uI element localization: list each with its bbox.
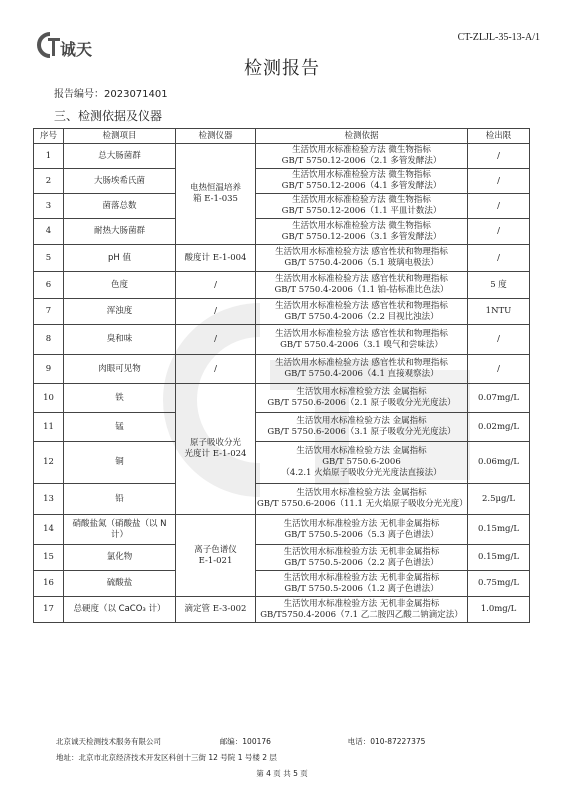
row-number: 4 xyxy=(34,219,64,245)
test-basis xyxy=(256,194,468,219)
basis-line: GB/T 5750.5-2006（5.3 离子色谱法） xyxy=(284,529,439,540)
basis-line: GB/T 5750.6-2006 xyxy=(322,457,401,467)
table-row xyxy=(34,515,530,545)
detection-limit: 0.15mg/L xyxy=(468,545,530,571)
basis-line: 生活饮用水标准检验方法 感官性状和物理指标 xyxy=(275,300,448,311)
basis-line: GB/T 5750.12-2006（2.1 多管发酵法） xyxy=(281,156,442,166)
table-row xyxy=(34,413,530,442)
basis-line: （4.2.1 火焰原子吸收分光光度法直接法） xyxy=(281,468,442,478)
logo-text: 诚天 xyxy=(60,40,93,59)
detection-limit: / xyxy=(468,219,530,245)
table-row xyxy=(34,272,530,299)
basis-line: 生活饮用水标准检验方法 微生物指标 xyxy=(292,145,431,155)
phone: 电话：010-87227375 xyxy=(347,737,426,746)
detection-limit: / xyxy=(468,169,530,194)
instrument-cell: / xyxy=(176,325,256,355)
row-number: 14 xyxy=(34,515,64,545)
column-header: 检出限 xyxy=(468,129,530,144)
page-number: 第 4 页 共 5 页 xyxy=(256,769,308,778)
basis-line: GB/T 5750.6-2006（2.1 原子吸收分光光度法） xyxy=(267,398,456,408)
test-item: 硫酸盐 xyxy=(64,571,176,597)
basis-line: 生活饮用水标准检验方法 无机非金属指标 xyxy=(283,598,440,609)
test-item: 硝酸盐氮（硝酸盐（以 N 计） xyxy=(64,515,176,545)
test-basis xyxy=(256,144,468,169)
test-basis xyxy=(256,355,468,384)
instrument-cell xyxy=(176,384,256,515)
instrument-line: 电热恒温培养 xyxy=(189,183,241,193)
test-item: 肉眼可见物 xyxy=(64,355,176,384)
basis-line: GB/T 5750.6-2006（11.1 无火焰原子吸收分光光度） xyxy=(257,499,468,509)
detection-limit: / xyxy=(468,325,530,355)
test-basis xyxy=(256,545,468,571)
row-number: 3 xyxy=(34,194,64,219)
postcode: 邮编：100176 xyxy=(219,737,271,746)
report-number: 报告编号：2023071401 xyxy=(54,89,168,100)
test-basis-table xyxy=(33,128,530,623)
table-header-row xyxy=(34,129,530,144)
test-item: pH 值 xyxy=(64,245,176,272)
table-row xyxy=(34,245,530,272)
test-basis xyxy=(256,384,468,413)
table-row xyxy=(34,545,530,571)
basis-line: 生活饮用水标准检验方法 微生物指标 xyxy=(292,170,431,180)
table-row xyxy=(34,571,530,597)
page-title: 检测报告 xyxy=(244,58,320,79)
instrument-cell xyxy=(176,144,256,245)
test-item: 锰 xyxy=(64,413,176,442)
table-row xyxy=(34,169,530,194)
test-basis xyxy=(256,272,468,299)
column-header: 检测项目 xyxy=(64,129,176,144)
basis-line: 生活饮用水标准检验方法 无机非金属指标 xyxy=(283,518,440,529)
instrument-cell xyxy=(176,515,256,597)
basis-line: GB/T 5750.4-2006（4.1 直接观察法） xyxy=(284,369,439,379)
basis-line: 生活饮用水标准检验方法 金属指标 xyxy=(296,488,427,498)
detection-limit: 0.07mg/L xyxy=(468,384,530,413)
table-row xyxy=(34,194,530,219)
test-basis xyxy=(256,442,468,484)
column-header: 序号 xyxy=(34,129,64,144)
row-number: 17 xyxy=(34,597,64,623)
table-row xyxy=(34,442,530,484)
table-row xyxy=(34,384,530,413)
basis-line: GB/T 5750.5-2006（2.2 离子色谱法） xyxy=(284,557,439,568)
instrument-cell: 酸度计 E-1-004 xyxy=(176,245,256,272)
detection-limit: / xyxy=(468,194,530,219)
test-item: 铁 xyxy=(64,384,176,413)
column-header: 检测仪器 xyxy=(176,129,256,144)
table-row xyxy=(34,597,530,623)
table-row xyxy=(34,484,530,515)
basis-line: GB/T 5750.6-2006（3.1 原子吸收分光光度法） xyxy=(267,427,456,437)
test-basis xyxy=(256,219,468,245)
detection-limit: 1NTU xyxy=(468,299,530,325)
detection-limit: 0.75mg/L xyxy=(468,571,530,597)
basis-line: GB/T 5750.12-2006（1.1 平皿计数法） xyxy=(281,206,442,216)
row-number: 10 xyxy=(34,384,64,413)
basis-line: GB/T 5750.12-2006（3.1 多管发酵法） xyxy=(281,231,442,242)
table-row xyxy=(34,325,530,355)
test-basis xyxy=(256,245,468,272)
detection-limit: 0.02mg/L xyxy=(468,413,530,442)
row-number: 5 xyxy=(34,245,64,272)
basis-line: GB/T 5750.12-2006（4.1 多管发酵法） xyxy=(281,181,442,191)
basis-line: 生活饮用水标准检验方法 金属指标 xyxy=(296,387,427,397)
test-item: 菌落总数 xyxy=(64,194,176,219)
table-row xyxy=(34,355,530,384)
instrument-cell: / xyxy=(176,299,256,325)
detection-limit: 2.5μg/L xyxy=(468,484,530,515)
test-item: 铅 xyxy=(64,484,176,515)
test-item: 耐热大肠菌群 xyxy=(64,219,176,245)
footer-address: 地址：北京市北京经济技术开发区科创十三街 12 号院 1 号楼 2 层 xyxy=(56,753,277,762)
detection-limit: 0.15mg/L xyxy=(468,515,530,545)
row-number: 7 xyxy=(34,299,64,325)
detection-limit: 0.06mg/L xyxy=(468,442,530,484)
basis-line: 生活饮用水标准检验方法 金属指标 xyxy=(296,446,427,456)
instrument-line: E-1-021 xyxy=(198,555,233,566)
basis-line: GB/T 5750.4-2006（2.2 目视比浊法） xyxy=(284,311,439,322)
row-number: 11 xyxy=(34,413,64,442)
table-row xyxy=(34,299,530,325)
test-item: 浑浊度 xyxy=(64,299,176,325)
test-basis xyxy=(256,515,468,545)
instrument-cell: / xyxy=(176,355,256,384)
row-number: 2 xyxy=(34,169,64,194)
detection-limit: 5 度 xyxy=(468,272,530,299)
test-item: 色度 xyxy=(64,272,176,299)
test-basis xyxy=(256,597,468,623)
basis-line: 生活饮用水标准检验方法 感官性状和物理指标 xyxy=(275,274,448,284)
row-number: 9 xyxy=(34,355,64,384)
test-basis xyxy=(256,413,468,442)
test-basis xyxy=(256,325,468,355)
basis-line: GB/T5750.4-2006（7.1 乙二胺四乙酸二钠滴定法） xyxy=(260,609,463,620)
test-item: 大肠埃希氏菌 xyxy=(64,169,176,194)
basis-line: GB/T 5750.4-2006（5.1 玻璃电极法） xyxy=(284,258,439,268)
row-number: 13 xyxy=(34,484,64,515)
company-name: 北京诚天检测技术服务有限公司 xyxy=(56,737,161,746)
instrument-line: 原子吸收分光 xyxy=(189,438,241,448)
basis-line: GB/T 5750.5-2006（1.2 离子色谱法） xyxy=(284,583,439,594)
test-item: 臭和味 xyxy=(64,325,176,355)
row-number: 6 xyxy=(34,272,64,299)
test-basis xyxy=(256,169,468,194)
test-item: 总大肠菌群 xyxy=(64,144,176,169)
test-basis xyxy=(256,299,468,325)
basis-line: 生活饮用水标准检验方法 感官性状和物理指标 xyxy=(275,328,448,339)
instrument-line: 离子色谱仪 xyxy=(194,544,237,555)
basis-line: 生活饮用水标准检验方法 无机非金属指标 xyxy=(283,572,440,583)
table-row xyxy=(34,219,530,245)
basis-line: 生活饮用水标准检验方法 微生物指标 xyxy=(292,195,431,205)
test-basis xyxy=(256,484,468,515)
test-item: 总硬度（以 CaCO₃ 计） xyxy=(64,597,176,623)
row-number: 8 xyxy=(34,325,64,355)
detection-limit: 1.0mg/L xyxy=(468,597,530,623)
instrument-cell: 滴定管 E-3-002 xyxy=(176,597,256,623)
footer-contact xyxy=(56,736,425,747)
basis-line: 生活饮用水标准检验方法 感官性状和物理指标 xyxy=(275,358,448,368)
row-number: 15 xyxy=(34,545,64,571)
instrument-cell: / xyxy=(176,272,256,299)
basis-line: 生活饮用水标准检验方法 感官性状和物理指标 xyxy=(275,247,448,257)
detection-limit: / xyxy=(468,144,530,169)
basis-line: GB/T 5750.4-2006（1.1 铂-钴标准比色法） xyxy=(274,285,449,295)
document-code: CT-ZLJL-35-13-A/1 xyxy=(457,32,540,43)
basis-line: 生活饮用水标准检验方法 微生物指标 xyxy=(292,220,431,231)
instrument-line: 箱 E-1-035 xyxy=(193,194,238,204)
test-basis xyxy=(256,571,468,597)
test-item: 铜 xyxy=(64,442,176,484)
table-row xyxy=(34,144,530,169)
detection-limit: / xyxy=(468,245,530,272)
row-number: 16 xyxy=(34,571,64,597)
column-header: 检测依据 xyxy=(256,129,468,144)
basis-line: GB/T 5750.4-2006（3.1 嗅气和尝味法） xyxy=(280,339,443,350)
detection-limit: / xyxy=(468,355,530,384)
basis-line: 生活饮用水标准检验方法 金属指标 xyxy=(296,416,427,426)
instrument-line: 光度计 E-1-024 xyxy=(184,449,247,459)
row-number: 1 xyxy=(34,144,64,169)
row-number: 12 xyxy=(34,442,64,484)
test-item: 氯化物 xyxy=(64,545,176,571)
basis-line: 生活饮用水标准检验方法 无机非金属指标 xyxy=(283,546,440,557)
section-title: 三、检测依据及仪器 xyxy=(54,109,163,123)
